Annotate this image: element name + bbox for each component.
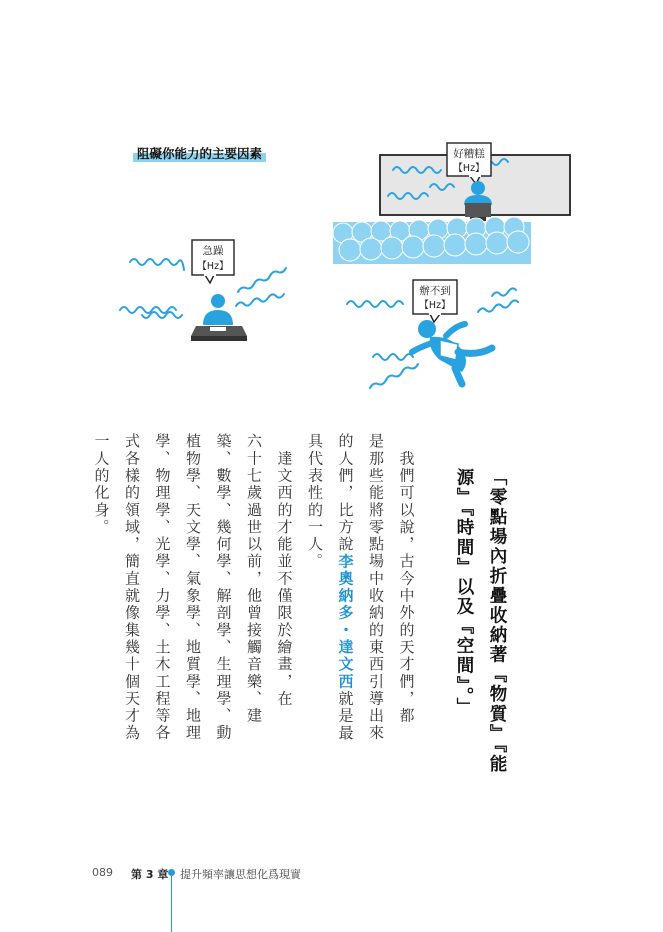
chapter-line [171, 876, 172, 932]
audience [333, 217, 531, 264]
body-text: 就是最 [336, 690, 355, 742]
page-number: 089 [92, 866, 113, 879]
body-line: 植物學、天文學、氣象學、地質學、地理 [184, 433, 202, 742]
left-bubble [192, 240, 234, 283]
right-bubble [413, 280, 457, 322]
chapter-title: 提升頻率讓思想化爲現實 [180, 868, 301, 881]
right-top-scene [333, 143, 570, 264]
wave [236, 294, 284, 306]
top-bubble-line2: 【Hz】 [453, 163, 485, 174]
wave [347, 301, 403, 307]
stumbling-person [412, 320, 492, 384]
body-line: 學、物理學、光學、力學、土木工程等各 [153, 433, 172, 742]
article-body [86, 433, 422, 742]
section-heading [447, 468, 513, 774]
left-bubble-line1: 急躁 [202, 245, 224, 257]
body-line: 一人的化身。 [92, 433, 111, 536]
body-line: 具代表性的一人。 [306, 433, 324, 571]
body-line: 達文西的才能並不僅限於繪畫，在 [275, 433, 294, 708]
body-line: 我們可以說，古今中外的天才們，都 [397, 433, 416, 725]
wave [478, 300, 518, 312]
left-bubble-line2: 【Hz】 [197, 261, 229, 272]
wave [370, 364, 418, 388]
heading-line: 「零點場內折疊收納著『物質』『能 [487, 468, 507, 775]
chapter-dot [168, 869, 175, 876]
body-line: 是那些能將零點場中收納的東西引導出來 [367, 433, 385, 742]
body-line: 六十七歲過世以前，他曾接觸音樂、建 [245, 433, 263, 725]
wave [238, 268, 286, 292]
wave [492, 288, 516, 296]
right-bubble-line1: 辦不到 [419, 285, 451, 297]
right-bottom-scene [347, 280, 518, 388]
left-scene [120, 240, 286, 341]
wave [130, 259, 184, 270]
figure-title: 阻礙你能力的主要因素 [133, 143, 266, 162]
top-bubble-line1: 好糟糕 [453, 148, 485, 160]
wave [373, 354, 413, 360]
figure-illustration [0, 0, 663, 420]
body-line: 築、數學、幾何學、解剖學、生理學、動 [214, 433, 233, 742]
chapter-label: 第 3 章 [131, 868, 169, 881]
heading-line: 源』『時間』以及『空間』。」 [454, 468, 474, 718]
body-text: 的人們，比方說 [336, 433, 355, 554]
right-bubble-line2: 【Hz】 [419, 300, 451, 311]
body-line [337, 433, 355, 742]
highlight-name: 李奧納多・達文西 [336, 553, 355, 691]
anxious-person [191, 294, 247, 341]
body-line: 式各樣的領域，簡直就像集幾十個天才為 [123, 433, 141, 742]
